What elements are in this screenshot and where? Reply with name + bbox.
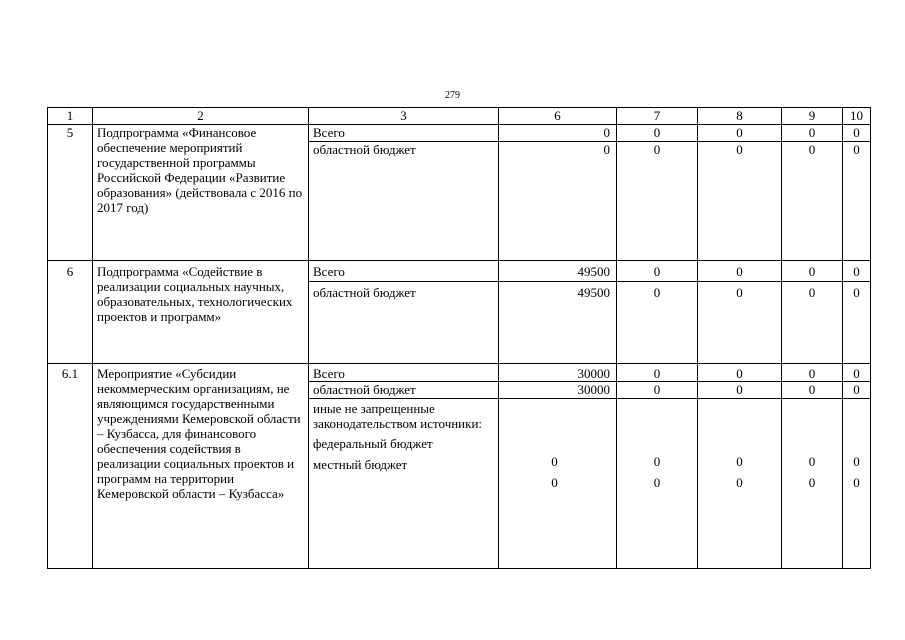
funding-source: областной бюджет <box>309 382 499 399</box>
page-number: 279 <box>445 90 460 101</box>
value-cell: 0 <box>499 142 617 261</box>
column-header: 9 <box>782 108 843 125</box>
value-cell: 0 <box>843 364 871 382</box>
value-cell: 30000 <box>499 382 617 399</box>
value-cell: 0 <box>736 475 743 490</box>
value-cell: 0 <box>617 282 698 364</box>
funding-source: Всего <box>309 125 499 142</box>
value-cell: 0 <box>808 475 816 490</box>
column-header: 3 <box>309 108 499 125</box>
value-cell: 0 <box>698 364 782 382</box>
column-header: 6 <box>499 108 617 125</box>
funding-source: федеральный бюджет <box>313 436 433 451</box>
table-row <box>48 261 871 282</box>
value-cell: 0 <box>782 364 843 382</box>
value-cell: 0 <box>853 475 860 490</box>
other-sources-label: иные не запрещенные законодательством источники: <box>313 401 483 431</box>
value-cell <box>499 399 617 569</box>
value-cell: 0 <box>617 364 698 382</box>
value-cell: 0 <box>499 125 617 142</box>
column-header: 8 <box>698 108 782 125</box>
value-cell: 0 <box>698 261 782 282</box>
table-row <box>48 364 871 382</box>
value-cell: 49500 <box>499 261 617 282</box>
value-cell: 0 <box>782 382 843 399</box>
value-cell: 0 <box>698 382 782 399</box>
value-cell: 49500 <box>499 282 617 364</box>
funding-source: областной бюджет <box>309 142 499 261</box>
value-cell: 0 <box>698 282 782 364</box>
value-cell: 0 <box>782 261 843 282</box>
program-name: Подпрограмма «Содействие в реализации социальных научных, образовательных, технологических проектов и программ» <box>93 261 309 364</box>
value-cell: 0 <box>808 454 816 469</box>
value-cell: 0 <box>843 382 871 399</box>
column-header: 10 <box>843 108 871 125</box>
value-cell: 0 <box>617 142 698 261</box>
value-cell: 0 <box>782 282 843 364</box>
value-cell: 0 <box>653 475 661 490</box>
value-cell: 0 <box>782 125 843 142</box>
row-number: 6.1 <box>48 364 93 569</box>
value-cell: 0 <box>551 475 558 490</box>
column-header: 2 <box>93 108 309 125</box>
value-cell: 0 <box>782 142 843 261</box>
value-cell: 0 <box>698 125 782 142</box>
row-number: 6 <box>48 261 93 364</box>
value-cell: 0 <box>653 454 661 469</box>
value-cell <box>782 399 843 569</box>
value-cell <box>617 399 698 569</box>
value-cell: 0 <box>617 382 698 399</box>
funding-source: Всего <box>309 261 499 282</box>
value-cell: 0 <box>843 282 871 364</box>
value-cell <box>843 399 871 569</box>
row-number: 5 <box>48 125 93 261</box>
table-row <box>48 125 871 142</box>
value-cell: 0 <box>698 142 782 261</box>
funding-source-group <box>309 399 499 569</box>
value-cell: 0 <box>843 261 871 282</box>
column-header: 7 <box>617 108 698 125</box>
table-header-row <box>48 108 871 125</box>
column-header: 1 <box>48 108 93 125</box>
funding-source: местный бюджет <box>313 457 408 472</box>
value-cell <box>698 399 782 569</box>
funding-source: областной бюджет <box>309 282 499 364</box>
value-cell: 0 <box>551 454 558 469</box>
value-cell: 0 <box>843 142 871 261</box>
program-name: Мероприятие «Субсидии некоммерческим организациям, не являющимся государственными учреждениями Кемеровской области – Кузбасса, для финансового обеспечения содействия в реализации социальных проектов и программ на территории Кемеровской области – Кузбасса» <box>93 364 309 569</box>
value-cell: 0 <box>617 261 698 282</box>
value-cell: 30000 <box>499 364 617 382</box>
value-cell: 0 <box>843 125 871 142</box>
program-name: Подпрограмма «Финансовое обеспечение мероприятий государственной программы Российской Федерации «Развитие образования» (действовала с 2016 по 2017 год) <box>93 125 309 261</box>
budget-table <box>47 107 871 569</box>
value-cell: 0 <box>617 125 698 142</box>
value-cell: 0 <box>736 454 743 469</box>
funding-source: Всего <box>309 364 499 382</box>
value-cell: 0 <box>853 454 860 469</box>
